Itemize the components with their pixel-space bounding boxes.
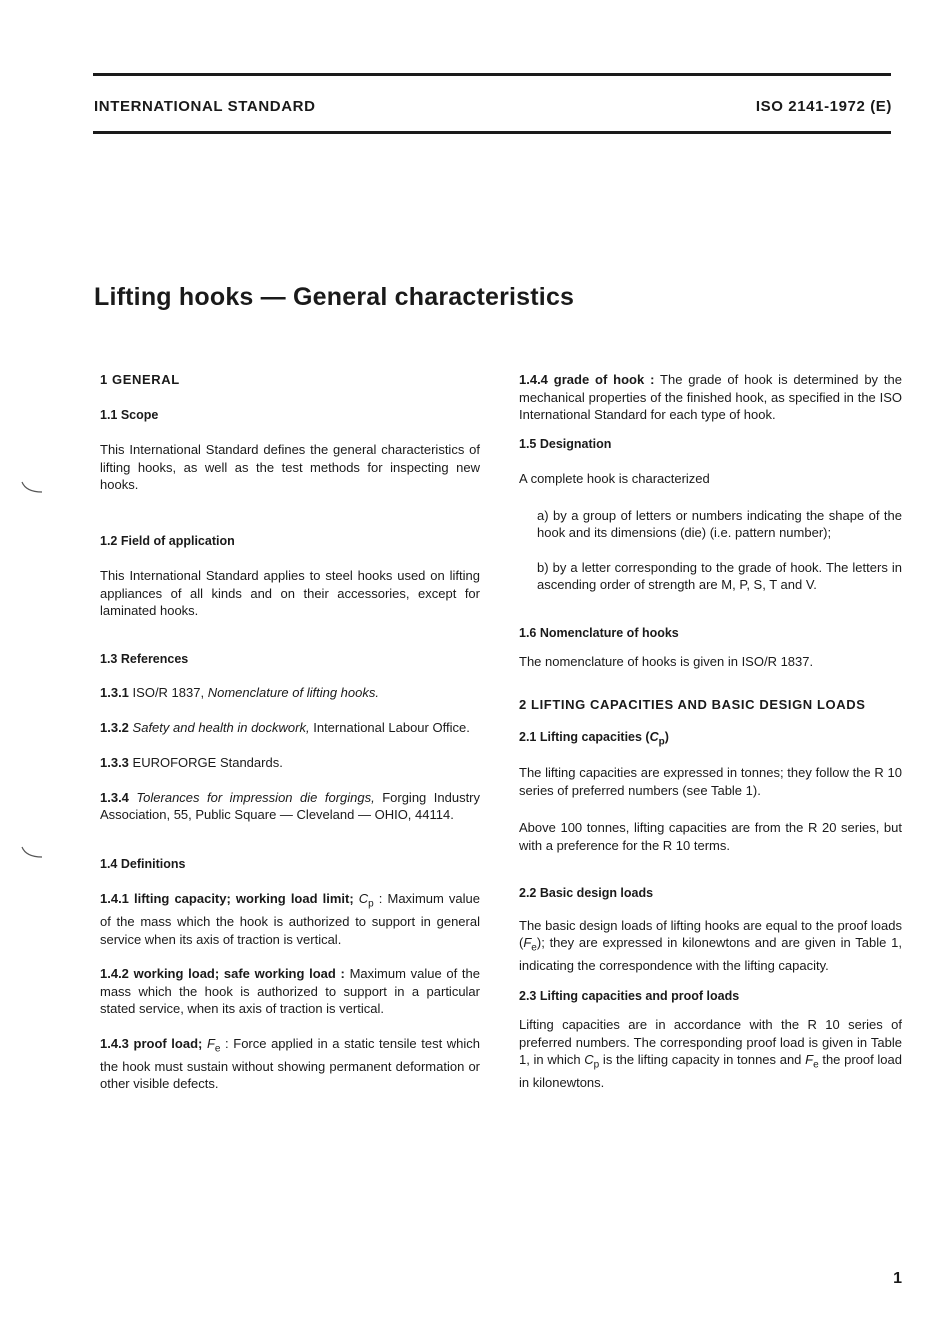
symbol: C <box>649 730 659 744</box>
reference-title: Tolerances for impression die forgings, <box>136 789 375 805</box>
designation-item-b: b) by a letter corresponding to the grade of hook. The letters in ascending order of strength are M, P, S, T and V. <box>537 559 902 592</box>
margin-mark-2 <box>20 845 44 861</box>
section-1-3-heading: 1.3 References <box>100 651 189 666</box>
symbol-subscript: e <box>214 1043 221 1055</box>
designation-item-a: a) by a group of letters or numbers indicating the shape of the hook and its dimensions (die) (i.e. pattern number); <box>537 507 902 540</box>
definition-1-4-3 <box>100 1035 480 1093</box>
field-paragraph: This International Standard applies to steel hooks used on lifting appliances of all kinds and on their accessories, except for laminated hooks. <box>100 568 480 618</box>
paragraph-text: The basic design loads of lifting hooks are equal to the proof loads ( <box>519 917 902 950</box>
section-2-1-heading <box>519 729 902 751</box>
section-2-heading: 2 LIFTING CAPACITIES AND BASIC DESIGN LOADS <box>519 696 866 712</box>
scope-paragraph: This International Standard defines the general characteristics of lifting hooks, as well as the test methods for inspecting new hooks. <box>100 442 480 492</box>
section-1-5-heading: 1.5 Designation <box>519 436 612 451</box>
document-title: Lifting hooks — General characteristics <box>94 283 575 311</box>
paragraph-text: the proof load in kilonewtons. <box>519 1052 902 1091</box>
paragraph-text: Lifting capacities are in accordance with the R 10 series of preferred numbers. The corresponding proof load is given in Table 1, in which <box>519 1017 902 1068</box>
symbol-subscript: p <box>658 736 665 748</box>
reference-1-3-3 <box>100 754 480 772</box>
header-right: ISO 2141-1972 (E) <box>755 98 892 115</box>
section-1-4-heading: 1.4 Definitions <box>100 856 186 871</box>
reference-number: 1.3.2 <box>100 719 129 735</box>
section-1-heading: 1 GENERAL <box>100 372 180 387</box>
definition-text: : Maximum value of the mass which the hook is authorized to support in general service when its axis of traction is vertical. <box>100 891 480 947</box>
proof-loads-paragraph <box>519 1016 902 1092</box>
nomenclature-paragraph: The nomenclature of hooks is given in ISO/R 1837. <box>519 654 814 669</box>
definition-1-4-1 <box>100 890 480 948</box>
heading-text: ) <box>664 730 669 744</box>
definition-1-4-4 <box>519 371 902 424</box>
reference-number: 1.3.3 <box>100 755 129 770</box>
symbol: C <box>358 891 369 906</box>
heading-text: 2.1 Lifting capacities ( <box>519 730 650 744</box>
section-1-1-heading: 1.1 Scope <box>100 407 159 422</box>
reference-text: ISO/R 1837, <box>132 685 208 700</box>
reference-1-3-4 <box>100 789 480 824</box>
symbol-subscript: e <box>531 942 537 954</box>
symbol-subscript: e <box>813 1059 819 1071</box>
definition-1-4-2 <box>100 965 480 1018</box>
page-number: 1 <box>893 1270 902 1287</box>
lifting-capacities-paragraph-2: Above 100 tonnes, lifting capacities are from the R 20 series, but with a preference for the R 10 terms. <box>519 820 902 853</box>
definition-term: 1.4.1 lifting capacity; working load limit; <box>100 891 359 906</box>
definition-text: The grade of hook is determined by the mechanical properties of the finished hook, as specified in the ISO International Standard for each type of hook. <box>519 372 902 422</box>
margin-mark-1 <box>20 480 44 496</box>
reference-number: 1.3.4 <box>100 789 129 805</box>
symbol: F <box>523 935 532 950</box>
header-left: INTERNATIONAL STANDARD <box>94 98 316 115</box>
symbol-subscript: p <box>593 1059 600 1071</box>
basic-design-loads-paragraph <box>519 917 902 975</box>
reference-title: Safety and health in dockwork, <box>132 719 310 735</box>
symbol: F <box>206 1035 215 1051</box>
definition-text: : Force applied in a static tensile test which the hook must sustain without showing permanent deformation or other visible defects. <box>100 1035 481 1092</box>
section-2-3-heading: 2.3 Lifting capacities and proof loads <box>519 988 740 1003</box>
definition-term: 1.4.3 proof load; <box>100 1035 207 1051</box>
reference-1-3-2 <box>100 719 480 737</box>
header-bottom-rule <box>93 131 891 134</box>
definition-term: 1.4.4 grade of hook : <box>519 372 655 387</box>
section-2-2-heading: 2.2 Basic design loads <box>519 886 654 900</box>
reference-text: Forging Industry Association, 55, Public Square — Cleveland — OHIO, 44114. <box>100 789 481 822</box>
right-column <box>519 371 902 1092</box>
symbol: C <box>584 1052 594 1068</box>
paragraph-text: ); they are expressed in kilonewtons and are given in Table 1, indicating the correspondence with the lifting capacity. <box>519 935 902 974</box>
section-1-2-heading: 1.2 Field of application <box>100 533 235 548</box>
symbol: F <box>805 1052 814 1068</box>
reference-number: 1.3.1 <box>100 685 129 700</box>
lifting-capacities-paragraph-1: The lifting capacities are expressed in tonnes; they follow the R 10 series of preferred numbers (see Table 1). <box>519 765 902 798</box>
left-column <box>100 371 480 1093</box>
section-1-6-heading: 1.6 Nomenclature of hooks <box>519 625 679 640</box>
reference-title: Nomenclature of lifting hooks. <box>207 685 379 700</box>
reference-text: EUROFORGE Standards. <box>132 755 283 770</box>
reference-text: International Labour Office. <box>309 719 470 735</box>
designation-paragraph: A complete hook is characterized <box>519 471 710 486</box>
symbol-subscript: p <box>368 898 374 910</box>
header-top-rule <box>93 73 891 76</box>
reference-1-3-1 <box>100 684 480 702</box>
definition-term: 1.4.2 working load; safe working load : <box>100 966 345 982</box>
definition-text: Maximum value of the mass which the hook is authorized to support in a particular stated service, when its axis of traction is vertical. <box>100 966 480 1017</box>
paragraph-text: is the lifting capacity in tonnes and <box>599 1052 806 1068</box>
